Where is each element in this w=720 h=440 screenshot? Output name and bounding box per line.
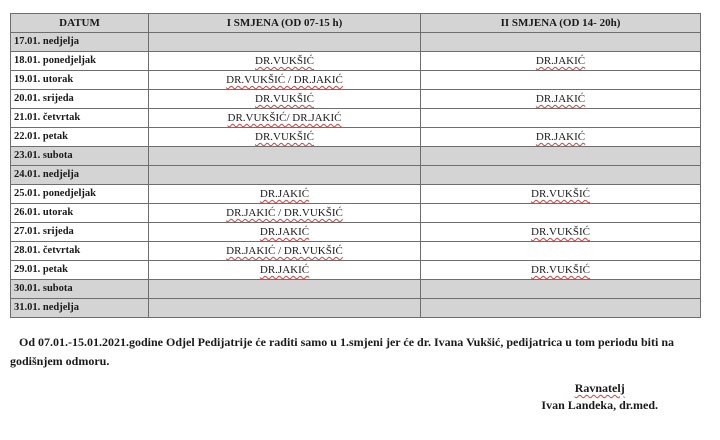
table-row	[11, 299, 701, 318]
row-date	[11, 204, 149, 223]
row-date-text: 21.01. četvrtak	[14, 112, 81, 123]
table-header-row	[11, 14, 701, 33]
row-shift-1	[149, 71, 421, 90]
table-row	[11, 223, 701, 242]
table-row	[11, 109, 701, 128]
row-shift-1	[149, 166, 421, 185]
row-date-text: 25.01. ponedjeljak	[14, 188, 96, 199]
table-row	[11, 52, 701, 71]
signature-name: Ivan Landeka, dr.med.	[541, 398, 658, 412]
shift-1-doctor: DR.VUKŠIĆ / DR.JAKIĆ	[226, 74, 343, 86]
row-shift-1	[149, 147, 421, 166]
table-row	[11, 33, 701, 52]
shift-1-doctor: DR.VUKŠIĆ	[255, 55, 314, 67]
shift-1-doctor: DR.VUKŠIĆ	[255, 131, 314, 143]
row-date	[11, 109, 149, 128]
row-date-text: 30.01. subota	[14, 283, 73, 294]
shift-1-doctor: DR.JAKIĆ	[259, 264, 310, 276]
row-shift-1	[149, 242, 421, 261]
row-date	[11, 185, 149, 204]
row-shift-2	[421, 299, 701, 318]
row-shift-2	[421, 166, 701, 185]
table-row	[11, 166, 701, 185]
shift-1-doctor: DR.VUKŠIĆ	[255, 93, 314, 105]
shift-2-doctor: DR.JAKIĆ	[535, 131, 586, 143]
row-date	[11, 223, 149, 242]
table-row	[11, 185, 701, 204]
row-shift-1	[149, 109, 421, 128]
row-date-text: 31.01. nedjelja	[14, 302, 80, 313]
shift-1-doctor: DR.JAKIĆ	[259, 226, 310, 238]
row-shift-2	[421, 33, 701, 52]
row-shift-1	[149, 128, 421, 147]
shift-1-doctor: DR.JAKIĆ	[259, 188, 310, 200]
row-shift-2	[421, 204, 701, 223]
row-date	[11, 242, 149, 261]
header-date: DATUM	[11, 14, 149, 33]
signature-title: Ravnatelj	[574, 381, 625, 395]
table-row	[11, 71, 701, 90]
row-date-text: 28.01. četvrtak	[14, 245, 81, 256]
row-date	[11, 299, 149, 318]
notice-paragraph: Od 07.01.-15.01.2021.godine Odjel Pedijatrije će raditi samo u 1.smjeni jer će dr. Ivana Vukšić, pedijatrica u tom periodu biti na godišnjem odmoru.	[10, 335, 674, 368]
shift-2-doctor: DR.VUKŠIĆ	[531, 226, 590, 238]
row-shift-2	[421, 109, 701, 128]
row-shift-2	[421, 223, 701, 242]
schedule-body	[11, 33, 701, 318]
shift-2-doctor: DR.JAKIĆ	[535, 55, 586, 67]
row-date-text: 27.01. srijeda	[14, 226, 74, 237]
row-shift-1	[149, 223, 421, 242]
row-shift-1	[149, 204, 421, 223]
row-date-text: 29.01. petak	[14, 264, 68, 275]
row-shift-2	[421, 280, 701, 299]
row-shift-2	[421, 90, 701, 109]
row-date-text: 23.01. subota	[14, 150, 73, 161]
signature-block	[541, 380, 658, 414]
shift-2-doctor: DR.JAKIĆ	[535, 93, 586, 105]
row-date	[11, 128, 149, 147]
row-date	[11, 280, 149, 299]
row-shift-1	[149, 52, 421, 71]
row-shift-2	[421, 185, 701, 204]
row-shift-2	[421, 128, 701, 147]
row-shift-1	[149, 261, 421, 280]
shift-1-doctor: DR.JAKIĆ / DR.VUKŠIĆ	[226, 207, 343, 219]
row-date-text: 20.01. srijeda	[14, 93, 74, 104]
row-shift-2	[421, 147, 701, 166]
row-date-text: 17.01. nedjelja	[14, 36, 80, 47]
row-date-text: 26.01. utorak	[14, 207, 74, 218]
on-call-schedule-table	[10, 13, 701, 318]
row-date	[11, 90, 149, 109]
table-row	[11, 280, 701, 299]
table-row	[11, 90, 701, 109]
row-shift-2	[421, 52, 701, 71]
row-date	[11, 52, 149, 71]
row-date	[11, 261, 149, 280]
row-shift-1	[149, 185, 421, 204]
row-shift-2	[421, 261, 701, 280]
row-date	[11, 33, 149, 52]
table-row	[11, 147, 701, 166]
row-date	[11, 166, 149, 185]
row-shift-2	[421, 71, 701, 90]
shift-2-doctor: DR.VUKŠIĆ	[531, 188, 590, 200]
table-row	[11, 242, 701, 261]
table-row	[11, 261, 701, 280]
row-date-text: 18.01. ponedjeljak	[14, 55, 96, 66]
row-date-text: 22.01. petak	[14, 131, 68, 142]
header-shift-1: I SMJENA (OD 07-15 h)	[149, 14, 421, 33]
row-date	[11, 147, 149, 166]
row-shift-1	[149, 33, 421, 52]
header-shift-2: II SMJENA (OD 14- 20h)	[421, 14, 701, 33]
row-shift-2	[421, 242, 701, 261]
row-shift-1	[149, 90, 421, 109]
shift-1-doctor: DR.VUKŠIĆ/ DR.JAKIĆ	[227, 112, 342, 124]
row-shift-1	[149, 280, 421, 299]
table-row	[11, 204, 701, 223]
shift-2-doctor: DR.VUKŠIĆ	[531, 264, 590, 276]
table-row	[11, 128, 701, 147]
row-date-text: 19.01. utorak	[14, 74, 74, 85]
row-date-text: 24.01. nedjelja	[14, 169, 80, 180]
shift-1-doctor: DR.JAKIĆ / DR.VUKŠIĆ	[226, 245, 343, 257]
row-shift-1	[149, 299, 421, 318]
row-date	[11, 71, 149, 90]
